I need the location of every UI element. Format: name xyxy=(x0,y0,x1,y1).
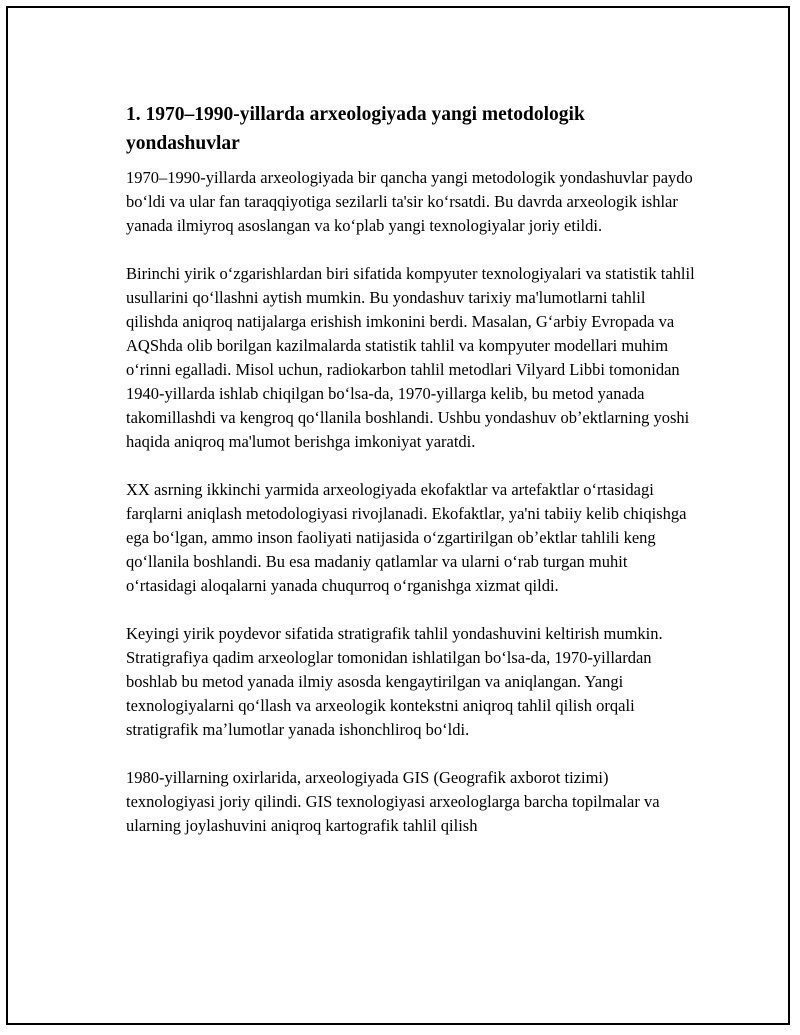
section-heading: 1. 1970–1990-yillarda arxeologiyada yangi metodologik yondashuvlar xyxy=(126,104,585,154)
paragraph-4: Keyingi yirik poydevor sifatida stratigrafik tahlil yondashuvini keltirish mumkin. Stratigrafiya qadim arxeologlar tomonidan ishlatilgan boʻlsa-da, 1970-yillardan boshlab bu metod yanada ilmiy asosda kengaytirilgan va aniqlangan. Yangi texnologiyalarni qoʻllash va arxeologik kontekstni aniqroq tahlil qilish orqali stratigrafik maʼlumotlar yanada ishonchliroq boʻldi. xyxy=(126,624,663,739)
paragraph-3: XX asrning ikkinchi yarmida arxeologiyada ekofaktlar va artefaktlar oʻrtasidagi farqlarni aniqlash metodologiyasi rivojlanadi. Ekofaktlar, ya'ni tabiiy kelib chiqishga ega boʻlgan, ammo inson faoliyati natijasida oʻzgartirilgan obʼektlar tahlili keng qoʻllanila boshlandi. Bu esa madaniy qatlamlar va ularni oʻrab turgan muhit oʻrtasidagi aloqalarni yanada chuqurroq oʻrganishga xizmat qildi. xyxy=(126,480,687,595)
document-body xyxy=(126,100,696,862)
paragraph-1: 1970–1990-yillarda arxeologiyada bir qancha yangi metodologik yondashuvlar paydo boʻldi va ular fan taraqqiyotiga sezilarli ta'sir koʻrsatdi. Bu davrda arxeologik ishlar yanada ilmiyroq asoslangan va koʻplab yangi texnologiyalar joriy etildi. xyxy=(126,168,693,235)
paragraph-5: 1980-yillarning oxirlarida, arxeologiyada GIS (Geografik axborot tizimi) texnologiyasi joriy qilindi. GIS texnologiyasi arxeologlarga barcha topilmalar va ularning joylashuvini aniqroq kartografik tahlil qilish xyxy=(126,768,660,835)
paragraph-2: Birinchi yirik oʻzgarishlardan biri sifatida kompyuter texnologiyalari va statistik tahlil usullarini qoʻllashni aytish mumkin. Bu yondashuv tarixiy ma'lumotlarni tahlil qilishda aniqroq natijalarga erishish imkonini berdi. Masalan, Gʻarbiy Evropada va AQShda olib borilgan kazilmalarda statistik tahlil va kompyuter modellari muhim oʻrinni egalladi. Misol uchun, radiokarbon tahlil metodlari Vilyard Libbi tomonidan 1940-yillarda ishlab chiqilgan boʻlsa-da, 1970-yillarga kelib, bu metod yanada takomillashdi va kengroq qoʻllanila boshlandi. Ushbu yondashuv obʼektlarning yoshi haqida aniqroq ma'lumot berishga imkoniyat yaratdi. xyxy=(126,264,695,451)
page-frame xyxy=(6,6,790,1025)
